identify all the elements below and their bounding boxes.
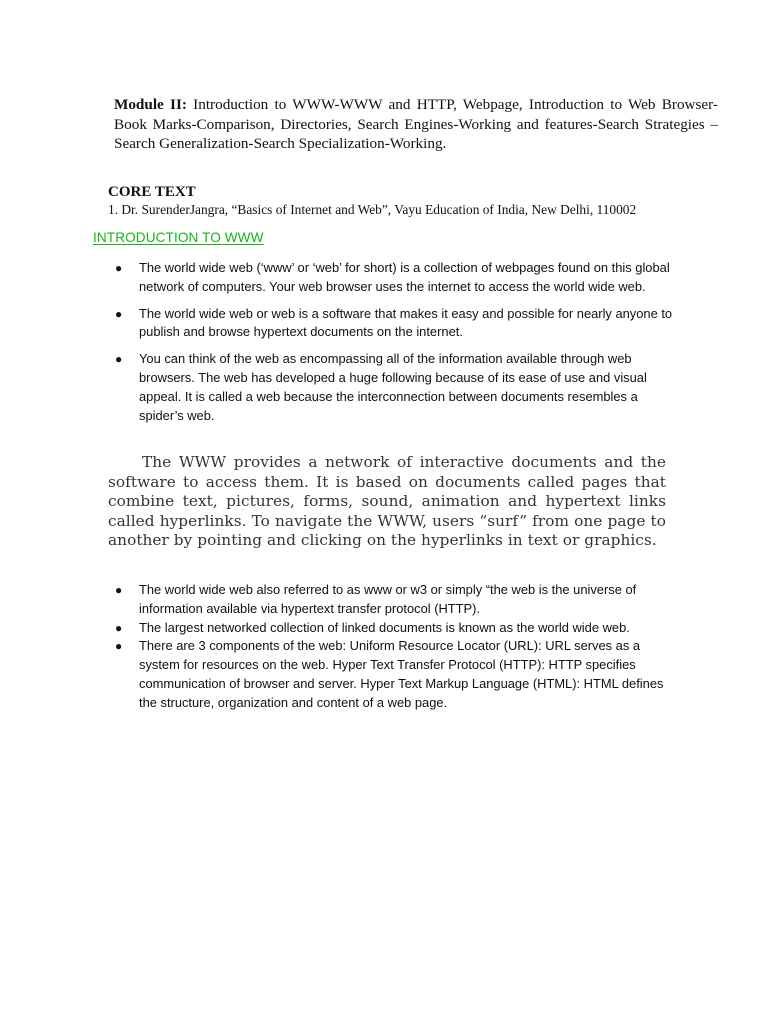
bullet-icon: ● — [115, 261, 123, 275]
core-text-title: CORE TEXT — [108, 184, 196, 200]
module-description — [114, 95, 718, 154]
module-label: Module II: — [114, 96, 187, 113]
bullet-icon: ● — [115, 620, 123, 635]
quoted-paragraph-text: The WWW provides a network of interactive documents and the software to access them. It is based on documents called pages that combine text, pictures, forms, sound, animation and hypertext links called hyperlinks. To navigate the WWW, users “surf” from one page to another by pointing and clicking on the hyperlinks in text or graphics. — [108, 453, 666, 549]
module-text: Introduction to WWW-WWW and HTTP, Webpage, Introduction to Web Browser-Book Marks-Comparison, Directories, Search Engines-Working and features-Search Strategies – Search Generalization-Search Specialization-Working. — [114, 96, 718, 152]
list-item — [114, 637, 674, 712]
bullet-icon: ● — [115, 352, 123, 367]
list-item-text: The world wide web also referred to as www or w3 or simply “the web is the universe of information available via hypertext transfer protocol (HTTP). — [139, 582, 637, 616]
list-item-text: There are 3 components of the web: Uniform Resource Locator (URL): URL serves as a system for resources on the web. Hyper Text Transfer Protocol (HTTP): HTTP specifies communication of browser and server. Hyper Text Markup Language (HTML): HTML defines the structure, organization and content of a web page. — [139, 638, 664, 710]
bullet-icon: ● — [115, 639, 123, 654]
bullet-list-second — [114, 581, 674, 713]
list-item-text: The world wide web (‘www’ or ‘web’ for short) is a collection of webpages found on this global network of computers. Your web browser uses the internet to access the world wide web. — [139, 260, 670, 294]
list-item — [114, 259, 674, 297]
list-item-text: You can think of the web as encompassing all of the information available through web browsers. The web has developed a huge following because of its ease of use and visual appeal. It is called a web because the interconnection between documents resembles a spider’s web. — [139, 351, 647, 423]
bullet-icon: ● — [115, 583, 123, 597]
list-item — [114, 619, 674, 638]
list-item — [114, 305, 674, 343]
bullet-list-first — [114, 259, 674, 433]
quoted-paragraph — [108, 453, 666, 551]
core-text-reference: 1. Dr. SurenderJangra, “Basics of Internet and Web”, Vayu Education of India, New Delhi, 110002 — [108, 202, 637, 217]
list-item — [114, 350, 674, 425]
list-item-text: The largest networked collection of linked documents is known as the world wide web. — [139, 619, 630, 635]
section-heading: INTRODUCTION TO WWW — [93, 230, 264, 245]
list-item-text: The world wide web or web is a software that makes it easy and possible for nearly anyone to publish and browse hypertext documents on the internet. — [139, 305, 673, 340]
list-item — [114, 581, 674, 619]
bullet-icon: ● — [115, 306, 123, 321]
